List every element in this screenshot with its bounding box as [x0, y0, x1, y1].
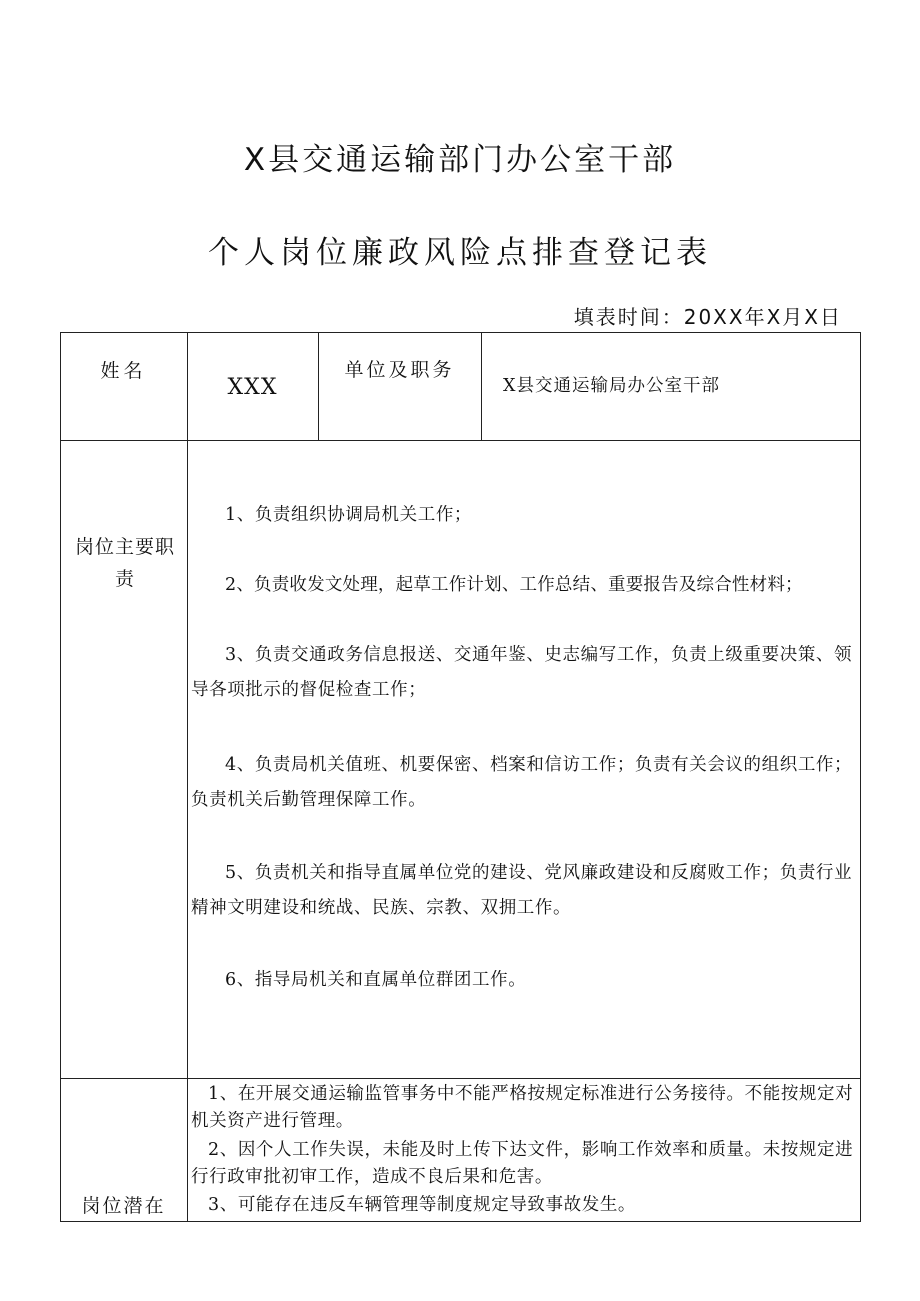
duty-item: 4、负责局机关值班、机要保密、档案和信访工作；负责有关会议的组织工作；负责机关后勤管理保障工作。	[191, 755, 853, 810]
risks-label: 岗位潜在	[81, 1195, 166, 1217]
name-value: XXX	[227, 375, 278, 400]
risk-item: 1、在开展交通运输监管事务中不能严格按规定标准进行公务接待。不能按规定对机关资产进行管理。	[191, 1084, 854, 1131]
table-border-right	[860, 332, 861, 1222]
fill-date: 填表时间：20XX年X月X日	[573, 305, 842, 329]
duty-item: 3、负责交通政务信息报送、交通年鉴、史志编写工作，负责上级重要决策、领导各项批示的督促检查工作；	[191, 645, 853, 700]
table-border-top	[60, 332, 861, 333]
table-divider-col1	[187, 332, 188, 1222]
duty-item: 5、负责机关和指导直属单位党的建设、党风廉政建设和反腐败工作；负责行业精神文明建设和统战、民族、宗教、双拥工作。	[191, 863, 853, 918]
duty-item: 6、指导局机关和直属单位群团工作。	[225, 970, 527, 990]
risk-item: 3、可能存在违反车辆管理等制度规定导致事故发生。	[208, 1195, 637, 1215]
name-label: 姓名	[100, 360, 147, 382]
duties-label: 岗位主要职责	[74, 536, 175, 590]
table-divider-row2	[60, 1078, 861, 1079]
duty-item: 2、负责收发文处理，起草工作计划、工作总结、重要报告及综合性材料；	[225, 575, 803, 595]
table-divider-col2	[318, 332, 319, 440]
document-title: X县交通运输部门办公室干部	[243, 142, 677, 178]
unit-label: 单位及职务	[344, 359, 455, 381]
table-border-bottom	[60, 1221, 861, 1222]
risk-item: 2、因个人工作失误，未能及时上传下达文件，影响工作效率和质量。未按规定进行行政审批初审工作，造成不良后果和危害。	[191, 1140, 854, 1187]
table-border-left	[60, 332, 61, 1222]
table-divider-col3	[481, 332, 482, 440]
table-divider-row1	[60, 440, 861, 441]
duty-item: 1、负责组织协调局机关工作；	[225, 505, 473, 525]
unit-value: X县交通运输局办公室干部	[503, 376, 720, 396]
document-subtitle: 个人岗位廉政风险点排查登记表	[208, 235, 712, 271]
